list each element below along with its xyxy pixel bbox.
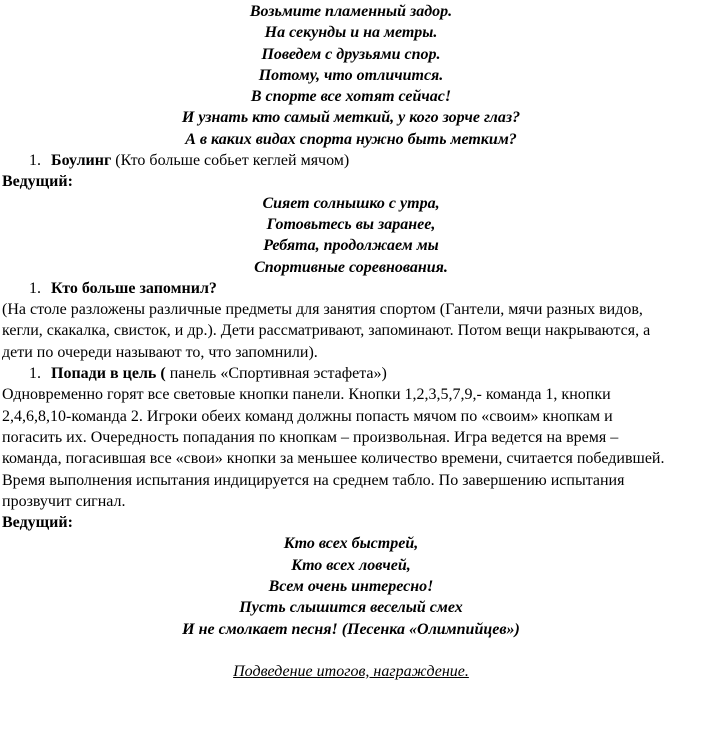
verse-line: На секунды и на метры. <box>264 24 438 42</box>
list-number: 1. <box>29 365 41 383</box>
paragraph-line: погасить их. Очередность попадания по кнопкам – произвольная. Игра ведется на время – <box>2 428 619 446</box>
verse-line: А в каких видах спорта нужно быть метким? <box>185 130 517 148</box>
paragraph-line: дети по очереди называют то, что запомнили). <box>2 343 318 361</box>
verse-line: Всем очень интересно! <box>268 578 434 596</box>
list-title: Попади в цель ( <box>51 365 166 383</box>
verse-line: В спорте все хотят сейчас! <box>250 88 452 106</box>
paragraph-line: Одновременно горят все световые кнопки панели. Кнопки 1,2,3,5,7,9,- команда 1, кнопки <box>2 386 611 404</box>
list-item-bowling <box>2 150 700 171</box>
verse-line: И не смолкает песня! (Песенка «Олимпийцев») <box>182 620 520 638</box>
speaker-label: Ведущий: <box>2 173 73 191</box>
closing-summary: Подведение итогов, награждение. <box>233 662 469 680</box>
verse-line: Поведем с друзьями спор. <box>261 45 441 63</box>
list-number: 1. <box>29 279 41 297</box>
list-title: Кто больше запомнил? <box>51 279 217 297</box>
verse-line: Готовьтесь вы заранее, <box>266 215 436 233</box>
list-title: Боулинг <box>51 152 112 170</box>
verse-line: Возьмите пламенный задор. <box>249 3 453 20</box>
list-description: панель «Спортивная эстафета») <box>165 365 387 383</box>
closing-verse <box>2 533 700 639</box>
verse-line: Сияет солнышко с утра, <box>262 194 440 212</box>
verse-line: Потому, что отличится. <box>258 66 444 84</box>
paragraph-line: команда, погасившая все «свои» кнопки за меньшее количество времени, считается победившей. <box>2 450 665 468</box>
verse-line: Ребята, продолжаем мы <box>263 237 439 255</box>
verse-line: И узнать кто самый меткий, у кого зорче глаз? <box>181 109 521 127</box>
speaker-label: Ведущий: <box>2 514 73 532</box>
verse-line: Кто всех ловчей, <box>291 556 411 574</box>
list-number: 1. <box>29 152 41 170</box>
opening-verse <box>2 1 700 150</box>
verse-line: Кто всех быстрей, <box>283 535 419 553</box>
list-text <box>51 278 217 299</box>
list-text <box>51 150 349 171</box>
paragraph-line: кегли, скакалка, свисток, и др.). Дети рассматривают, запоминают. Потом вещи накрываются, а <box>2 322 651 340</box>
list-text <box>51 363 387 384</box>
second-verse <box>2 193 700 278</box>
paragraph-line: 2,4,6,8,10-команда 2. Игроки обеих команд должны попасть мячом по «своим» кнопкам и <box>2 407 613 425</box>
target-description <box>2 384 700 512</box>
paragraph-line: (На столе разложены различные предметы для занятия спортом (Гантели, мячи разных видов, <box>2 301 643 319</box>
memory-description <box>2 299 700 363</box>
verse-line: Спортивные соревнования. <box>254 258 448 276</box>
spacer <box>2 640 700 661</box>
list-item-target <box>2 363 700 384</box>
verse-line: Пусть слышится веселый смех <box>239 599 463 617</box>
list-item-memory <box>2 278 700 299</box>
paragraph-line: прозвучит сигнал. <box>2 492 126 510</box>
list-description: (Кто больше собьет кеглей мячом) <box>111 152 350 170</box>
paragraph-line: Время выполнения испытания индицируется на среднем табло. По завершению испытания <box>2 471 625 489</box>
